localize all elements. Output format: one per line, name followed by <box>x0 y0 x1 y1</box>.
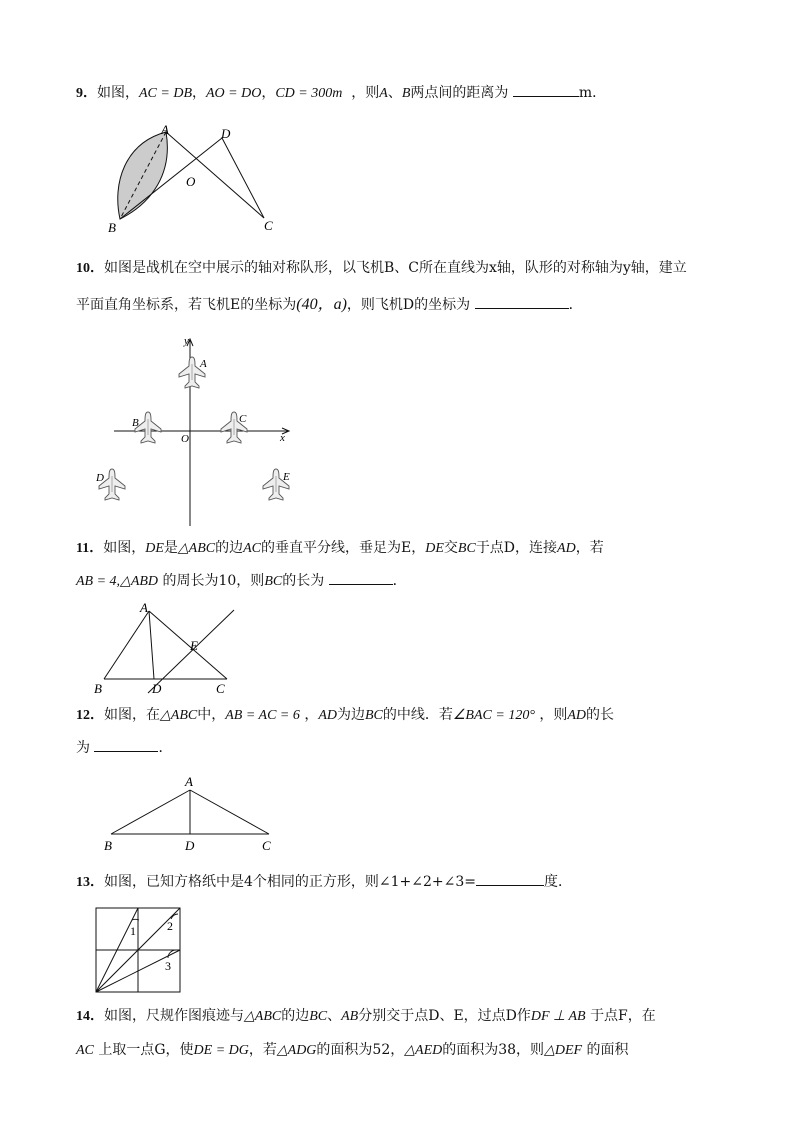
label-E: E <box>190 638 198 653</box>
answer-blank[interactable] <box>476 871 544 886</box>
problem-9-figure <box>100 118 290 240</box>
problem-11-figure <box>88 598 248 696</box>
problem-12-figure <box>98 772 280 854</box>
label-D: D <box>152 681 162 696</box>
answer-blank[interactable] <box>94 737 158 752</box>
answer-blank[interactable] <box>329 570 393 585</box>
angle-label-2: 2 <box>167 919 173 933</box>
label-E: E <box>283 471 290 483</box>
problem-13-text: 13．如图，已知方格纸中是4个相同的正方形，则∠1+∠2+∠3= 度． <box>76 871 572 893</box>
problem-14-line-2: AC 上取一点G，使DE = DG，若△ADG的面积为52，△AED的面积为38，则△DEF 的面积 <box>76 1042 629 1058</box>
label-C: C <box>239 413 247 425</box>
problem-13-figure <box>94 906 184 996</box>
label-A: A <box>200 358 207 370</box>
label-B: B <box>94 681 102 696</box>
axis-label-x: x <box>280 432 285 444</box>
problem-number: 14． <box>76 1009 104 1024</box>
problem-12-line-1: 12．如图，在△ABC中，AB = AC = 6 ，AD为边BC的中线．若∠BAC = 120° ，则AD的长 <box>76 707 615 723</box>
angle-label-3: 3 <box>165 959 171 973</box>
origin-label: O <box>181 433 189 445</box>
problem-11-line-2: AB = 4,△ABD 的周长为10，则BC的长为 ． <box>76 570 407 592</box>
problem-number: 10． <box>76 261 104 276</box>
problem-number: 11． <box>76 541 104 556</box>
answer-blank[interactable] <box>513 82 579 97</box>
label-O: O <box>186 174 196 189</box>
axis-label-y: y <box>184 335 189 347</box>
problem-10-line-1: 10．如图是战机在空中展示的轴对称队形，以飞机B、C所在直线为x轴，队形的对称轴为y轴，建立 <box>76 260 687 276</box>
problem-number: 12． <box>76 708 104 723</box>
plane-B-icon <box>135 412 161 443</box>
label-A: A <box>185 774 193 789</box>
label-D: D <box>221 126 231 141</box>
problem-12-line-2: 为 ． <box>76 737 172 758</box>
label-A: A <box>161 122 169 137</box>
answer-blank[interactable] <box>475 294 569 309</box>
label-D: D <box>185 838 195 853</box>
problem-14-line-1: 14．如图，尺规作图痕迹与△ABC的边BC、AB分别交于点D、E，过点D作DF ⊥ AB 于点F，在 <box>76 1008 656 1024</box>
label-C: C <box>262 838 271 853</box>
problem-number: 13． <box>76 875 104 890</box>
label-D: D <box>96 472 104 484</box>
label-B: B <box>132 417 139 429</box>
label-B: B <box>108 220 116 235</box>
label-A: A <box>140 600 148 615</box>
problem-9-text: 9．如图，AC = DB，AO = DO，CD = 300m ，则A、B两点间的距离为 m． <box>76 82 606 104</box>
label-C: C <box>216 681 225 696</box>
angle-label-1: 1 <box>130 924 136 938</box>
label-B: B <box>104 838 112 853</box>
problem-number: 9． <box>76 86 97 101</box>
problem-11-line-1: 11．如图，DE是△ABC的边AC的垂直平分线，垂足为E，DE交BC于点D，连接AD，若 <box>76 540 604 556</box>
problem-10-figure <box>96 330 306 528</box>
label-C: C <box>264 218 273 233</box>
problem-10-line-2: 平面直角坐标系，若飞机E的坐标为(40，a)，则飞机D的坐标为 ． <box>76 296 583 313</box>
